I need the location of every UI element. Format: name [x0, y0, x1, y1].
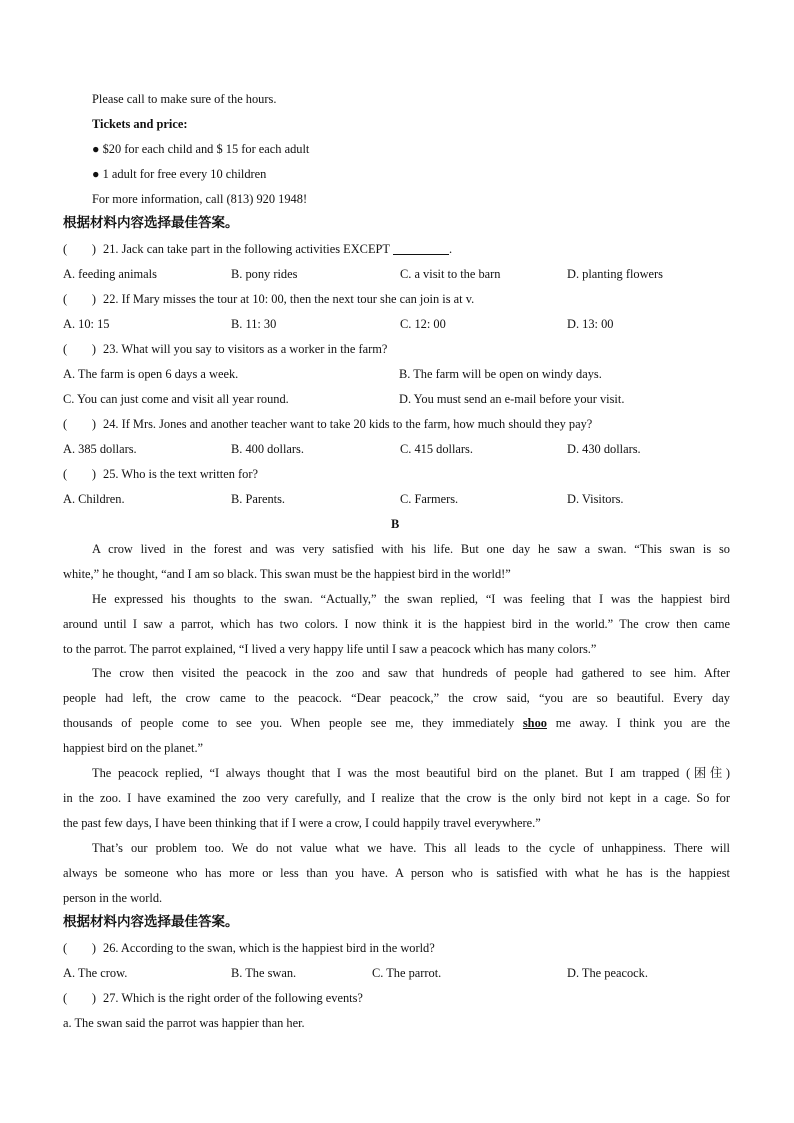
more-info-line: For more information, call (813) 920 1948!: [92, 192, 308, 206]
option-22-d[interactable]: D. 13: 00: [567, 317, 614, 331]
passage-b-p5-line2: always be someone who has more or less than you have. A person who is satisfied with what he has is the happiest: [63, 866, 730, 880]
question-23: [63, 341, 387, 357]
option-23-b[interactable]: B. The farm will be open on windy days.: [399, 367, 602, 381]
passage-b-p5-line1: That’s our problem too. We do not value what we have. This all leads to the cycle of unhappiness. There will: [92, 841, 730, 855]
option-24-c[interactable]: C. 415 dollars.: [400, 442, 473, 456]
passage-b-p2-line3: to the parrot. The parrot explained, “I lived a very happy life until I saw a peacock which has many colors.”: [63, 642, 597, 656]
passage-b-p3-line1: The crow then visited the peacock in the zoo and saw that hundreds of people had gathered to see him. After: [92, 666, 730, 680]
question-21: [63, 241, 452, 257]
answer-paren[interactable]: ( ): [63, 941, 97, 955]
ticket-bullet-1: ● $20 for each child and $ 15 for each adult: [92, 142, 310, 156]
event-a: a. The swan said the parrot was happier than her.: [63, 1016, 305, 1030]
question-stem: 26. According to the swan, which is the happiest bird in the world?: [103, 941, 435, 955]
option-24-b[interactable]: B. 400 dollars.: [231, 442, 304, 456]
passage-b-p4-line2: in the zoo. I have examined the zoo very carefully, and I realize that the crow is the only bird not kept in a cage. So for: [63, 791, 730, 805]
option-24-a[interactable]: A. 385 dollars.: [63, 442, 137, 456]
option-26-b[interactable]: B. The swan.: [231, 966, 297, 980]
question-stem: 24. If Mrs. Jones and another teacher want to take 20 kids to the farm, how much should they pay?: [103, 417, 593, 431]
option-26-c[interactable]: C. The parrot.: [372, 966, 442, 980]
question-27: [63, 990, 363, 1006]
passage-b-p1-line1: A crow lived in the forest and was very satisfied with his life. But one day he saw a swan. “This swan is so: [92, 542, 730, 556]
option-21-b[interactable]: B. pony rides: [231, 267, 298, 281]
option-23-c[interactable]: C. You can just come and visit all year round.: [63, 392, 289, 406]
passage-b-p3-line4: happiest bird on the planet.”: [63, 741, 204, 755]
question-stem: 25. Who is the text written for?: [103, 467, 258, 481]
answer-paren[interactable]: ( ): [63, 467, 97, 481]
passage-b-p1-line2: white,” he thought, “and I am so black. This swan must be the happiest bird in the world!”: [63, 567, 511, 581]
tickets-heading: Tickets and price:: [92, 117, 188, 131]
question-stem: 23. What will you say to visitors as a worker in the farm?: [103, 342, 388, 356]
option-22-b[interactable]: B. 11: 30: [231, 317, 277, 331]
option-23-a[interactable]: A. The farm is open 6 days a week.: [63, 367, 239, 381]
hours-note: Please call to make sure of the hours.: [92, 92, 277, 106]
passage-b-p3-line2: people had left, the crow came to the peacock. “Dear peacock,” the crow said, “you are so beautiful. Every day: [63, 691, 730, 705]
option-26-a[interactable]: A. The crow.: [63, 966, 128, 980]
option-21-d[interactable]: D. planting flowers: [567, 267, 664, 281]
question-22: [63, 291, 474, 307]
answer-blank: [393, 242, 449, 255]
answer-paren[interactable]: ( ): [63, 242, 97, 256]
p3-line3-before: thousands of people come to see you. When people see me, they immediately: [63, 716, 515, 730]
stem-period: .: [448, 242, 453, 256]
instruction-b: 根据材料内容选择最佳答案。: [63, 914, 239, 930]
option-21-c[interactable]: C. a visit to the barn: [400, 267, 501, 281]
option-23-d[interactable]: D. You must send an e-mail before your visit.: [399, 392, 625, 406]
passage-b-p2-line2: around until I saw a parrot, which has two colors. I now think it is the happiest bird in the world.” The crow then came: [63, 617, 730, 631]
option-25-b[interactable]: B. Parents.: [231, 492, 286, 506]
instruction-a: 根据材料内容选择最佳答案。: [63, 215, 239, 231]
option-25-d[interactable]: D. Visitors.: [567, 492, 624, 506]
question-stem: 21. Jack can take part in the following activities EXCEPT: [103, 242, 390, 256]
option-22-c[interactable]: C. 12: 00: [400, 317, 446, 331]
question-26: [63, 940, 435, 956]
passage-b-p4-line1: The peacock replied, “I always thought that I was the most beautiful bird on the planet. But I am trapped (困住): [92, 766, 730, 780]
question-stem: 27. Which is the right order of the following events?: [103, 991, 363, 1005]
section-b-label: B: [391, 517, 400, 531]
option-21-a[interactable]: A. feeding animals: [63, 267, 157, 281]
p3-line3-after: me away. I think you are the: [555, 716, 730, 730]
option-24-d[interactable]: D. 430 dollars.: [567, 442, 641, 456]
question-24: [63, 416, 592, 432]
question-25: [63, 466, 258, 482]
option-25-c[interactable]: C. Farmers.: [400, 492, 459, 506]
passage-b-p5-line3: person in the world.: [63, 891, 163, 905]
passage-b-p2-line1: He expressed his thoughts to the swan. “Actually,” the swan replied, “I was feeling that I was the happiest bird: [92, 592, 730, 606]
passage-b-p3-line3: [63, 715, 730, 731]
ticket-bullet-2: ● 1 adult for free every 10 children: [92, 167, 267, 181]
option-26-d[interactable]: D. The peacock.: [567, 966, 648, 980]
shoo-word: shoo: [522, 716, 547, 730]
answer-paren[interactable]: ( ): [63, 991, 97, 1005]
answer-paren[interactable]: ( ): [63, 417, 97, 431]
answer-paren[interactable]: ( ): [63, 292, 97, 306]
question-stem: 22. If Mary misses the tour at 10: 00, then the next tour she can join is at v.: [103, 292, 475, 306]
option-22-a[interactable]: A. 10: 15: [63, 317, 110, 331]
answer-paren[interactable]: ( ): [63, 342, 97, 356]
passage-b-p4-line3: the past few days, I have been thinking that if I were a crow, I could happily travel everywhere.”: [63, 816, 541, 830]
option-25-a[interactable]: A. Children.: [63, 492, 125, 506]
